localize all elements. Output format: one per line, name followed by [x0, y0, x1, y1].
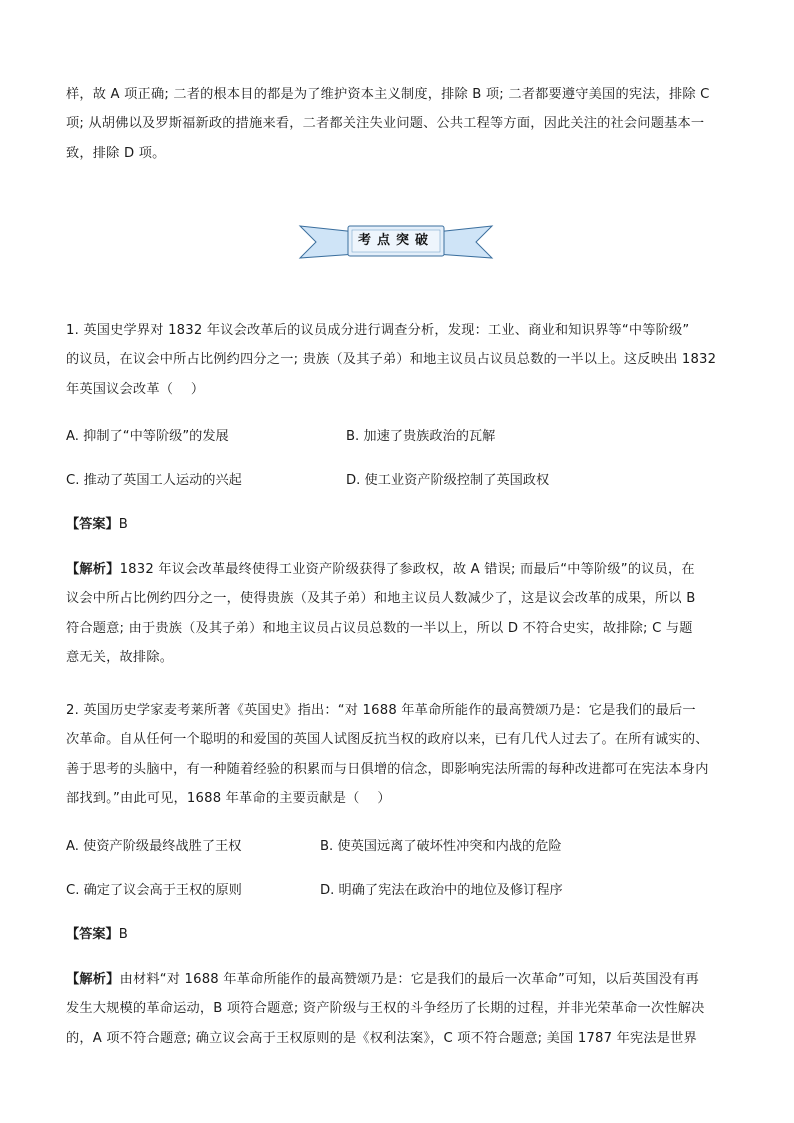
analysis-line: 的，A 项不符合题意; 确立议会高于王权原则的是《权利法案》，C 项不符合题意; 美国 1787 年宪法是世界	[66, 1030, 697, 1046]
intro-line: 项; 从胡佛以及罗斯福新政的措施来看，二者都关注失业问题、公共工程等方面，因此关注的社会问题基本一	[66, 116, 705, 132]
banner-title: 考点突破	[357, 233, 434, 248]
answer-label: 【答案】	[66, 517, 119, 532]
q2-option-b: B. 使英国远离了破坏性冲突和内战的危险	[320, 839, 562, 854]
question-2-stem	[66, 696, 730, 814]
question-line: 部找到。”由此可见，1688 年革命的主要贡献是（ ）	[66, 791, 391, 807]
question-line: 2. 英国历史学家麦考莱所著《英国史》指出：“对 1688 年革命所能作的最高赞颂乃是：它是我们的最后一	[66, 703, 696, 718]
intro-line: 致，排除 D 项。	[66, 145, 166, 161]
q1-option-d: D. 使工业资产阶级控制了英国政权	[346, 473, 550, 488]
analysis-label: 【解析】	[66, 972, 120, 987]
analysis-line: 发生大规模的革命运动，B 项符合题意; 资产阶级与王权的斗争经历了长期的过程，并非光荣革命一次性解决	[66, 1001, 705, 1017]
q1-option-a: A. 抑制了“中等阶级”的发展	[66, 429, 229, 444]
analysis-line: 议会中所占比例约四分之一，使得贵族（及其子弟）和地主议员人数减少了，这是议会改革的成果，所以 B	[66, 591, 696, 607]
analysis-line: 符合题意; 由于贵族（及其子弟）和地主议员占议员总数的一半以上，所以 D 不符合史实，故排除; C 与题	[66, 620, 693, 636]
q2-analysis	[66, 965, 730, 1053]
q2-option-d: D. 明确了宪法在政治中的地位及修订程序	[320, 883, 563, 898]
q1-analysis	[66, 555, 730, 673]
question-line: 的议员，在议会中所占比例约四分之一; 贵族（及其子弟）和地主议员占议员总数的一半以上。这反映出 1832	[66, 352, 717, 368]
q1-answer	[66, 515, 128, 535]
analysis-line: 意无关，故排除。	[66, 650, 174, 666]
question-line: 次革命。自从任何一个聪明的和爱国的英国人试图反抗当权的政府以来，已有几代人过去了。在所有诚实的、	[66, 732, 709, 748]
answer-value: B	[118, 927, 128, 942]
question-1-stem	[66, 316, 730, 404]
analysis-text: 1832 年议会改革最终使得工业资产阶级获得了参政权，故 A 错误; 而最后“中等阶级”的议员，在	[119, 562, 695, 577]
intro-paragraph	[66, 80, 730, 168]
q1-option-c: C. 推动了英国工人运动的兴起	[66, 473, 242, 488]
intro-line: 样，故 A 项正确; 二者的根本目的都是为了维护资本主义制度，排除 B 项; 二者都要遵守美国的宪法，排除 C	[66, 87, 710, 102]
q2-option-a: A. 使资产阶级最终战胜了王权	[66, 839, 242, 854]
analysis-line	[66, 555, 730, 584]
section-banner	[298, 220, 494, 262]
question-line: 年英国议会改革（ ）	[66, 381, 205, 397]
question-line: 善于思考的头脑中，有一种随着经验的积累而与日俱增的信念，即影响宪法所需的每种改进都可在宪法本身内	[66, 761, 709, 777]
analysis-text: 由材料“对 1688 年革命所能作的最高赞颂乃是：它是我们的最后一次革命”可知，以后英国没有再	[119, 972, 699, 987]
q2-option-c: C. 确定了议会高于王权的原则	[66, 883, 242, 898]
answer-label: 【答案】	[66, 927, 119, 942]
answer-value: B	[118, 517, 128, 532]
analysis-line	[66, 965, 730, 994]
q1-option-b: B. 加速了贵族政治的瓦解	[346, 429, 496, 444]
q2-answer	[66, 925, 128, 945]
question-line: 1. 英国史学界对 1832 年议会改革后的议员成分进行调查分析，发现：工业、商业和知识界等“中等阶级”	[66, 323, 690, 338]
analysis-label: 【解析】	[66, 562, 120, 577]
